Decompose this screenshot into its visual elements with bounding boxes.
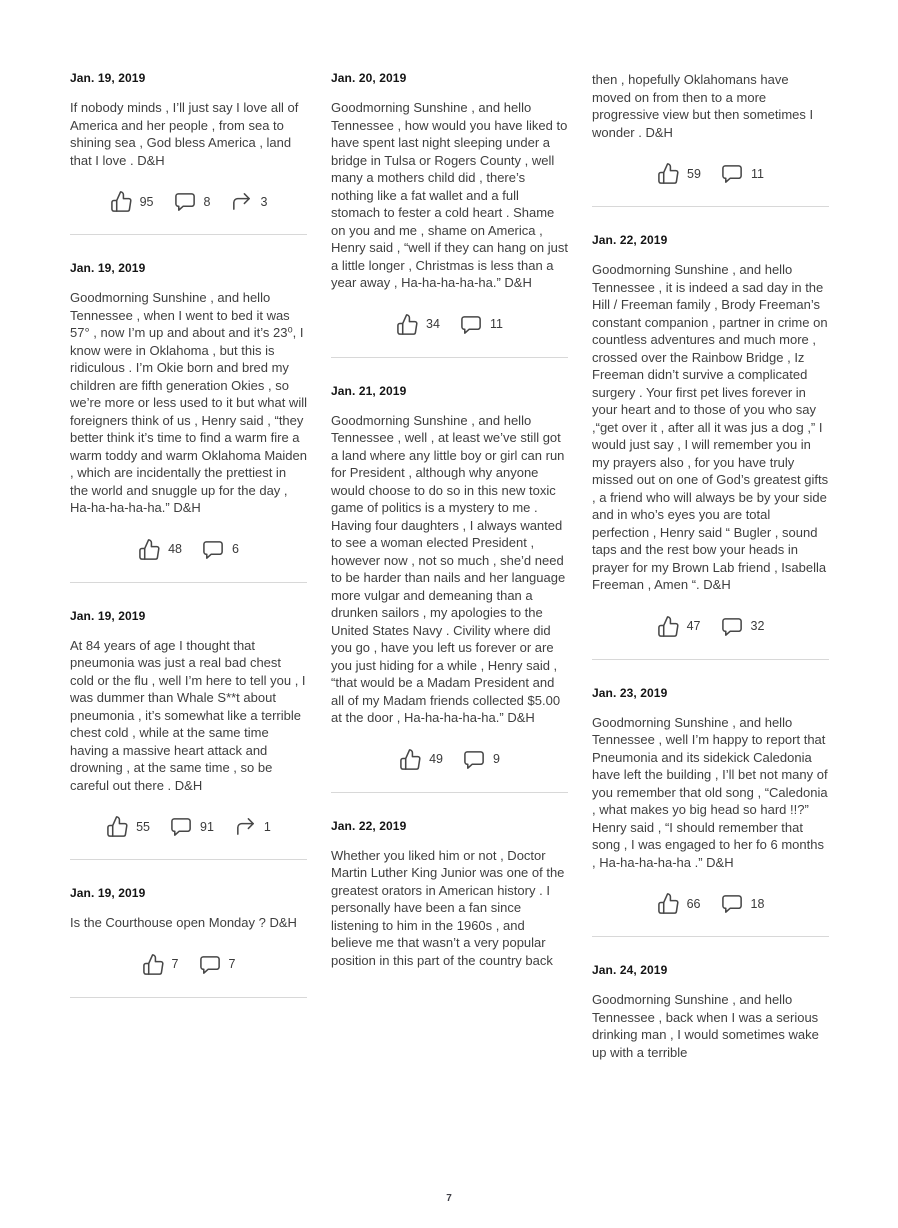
post-date: Jan. 19, 2019 (70, 608, 146, 623)
thumbs-up-stat (657, 615, 701, 638)
thumbs-up-stat (142, 953, 179, 976)
comment-stat (721, 162, 764, 185)
thumbs-up-icon (657, 615, 680, 638)
stat-count: 8 (203, 194, 211, 209)
stat-count: 48 (168, 542, 182, 556)
post (592, 686, 829, 938)
stat-count: 95 (139, 194, 154, 209)
post-engagement (592, 615, 829, 638)
share-stat (234, 815, 271, 838)
thumbs-up-icon (399, 748, 422, 771)
post-date: Jan. 24, 2019 (592, 963, 668, 977)
post-engagement (70, 538, 307, 561)
post (70, 71, 307, 235)
post-engagement (331, 748, 568, 771)
post-divider (592, 936, 829, 937)
comment-icon (174, 190, 197, 213)
comment-icon (721, 615, 744, 638)
share-icon (230, 190, 253, 213)
stat-count: 7 (228, 957, 236, 971)
thumbs-up-icon (110, 190, 133, 213)
comment-stat (721, 615, 765, 638)
post-divider (70, 234, 307, 235)
columns (70, 71, 829, 1061)
post-divider (331, 792, 568, 793)
comment-stat (460, 313, 503, 336)
stat-count: 9 (492, 752, 500, 766)
post (592, 71, 829, 207)
post-date: Jan. 20, 2019 (331, 71, 407, 85)
stat-count: 7 (171, 957, 179, 971)
thumbs-up-icon (657, 892, 680, 915)
comment-stat (174, 190, 211, 213)
post-date: Jan. 23, 2019 (592, 685, 668, 700)
comment-icon (721, 162, 744, 185)
thumbs-up-icon (106, 815, 129, 838)
comment-icon (199, 953, 222, 976)
post-divider (70, 997, 307, 998)
post-engagement (70, 953, 307, 976)
stat-count: 91 (200, 819, 214, 834)
post-body: Whether you liked him or not , Doctor Martin Luther King Junior was one of the greatest orators in American history . I personally have been a fan since listening to him in the 1960s , and believe me that wasn’t a very popular position in this part of the country back (331, 847, 565, 968)
column-1 (70, 71, 307, 1061)
post (331, 384, 568, 793)
post-date: Jan. 19, 2019 (70, 261, 146, 275)
post-divider (592, 206, 829, 207)
thumbs-up-stat (396, 313, 440, 336)
stat-count: 11 (750, 166, 764, 181)
post-date: Jan. 22, 2019 (592, 233, 668, 247)
thumbs-up-icon (142, 953, 165, 976)
stat-count: 32 (750, 619, 765, 633)
thumbs-up-stat (106, 815, 150, 838)
comment-icon (170, 815, 193, 838)
comment-stat (170, 815, 214, 838)
comment-icon (721, 892, 744, 915)
post-body: then , hopefully Oklahomans have moved on from then to a more progressive view but then sometimes I wonder . D&H (592, 72, 814, 140)
post-date: Jan. 19, 2019 (70, 71, 146, 85)
share-stat (230, 190, 267, 213)
post (331, 71, 568, 358)
post-engagement (592, 892, 829, 915)
post-divider (70, 582, 307, 583)
stat-count: 34 (426, 317, 440, 331)
post-divider (331, 357, 568, 358)
stat-count: 6 (231, 542, 239, 556)
stat-count: 55 (136, 819, 151, 834)
comment-icon (463, 748, 486, 771)
post-body: Goodmorning Sunshine , and hello Tennessee , well , at least we’ve still got a land where any little boy or girl can run for President , although why anyone would choose to do so in this new toxic game of politics is a mystery to me . Having four daughters , I always wanted to see a woman elected President , however now , not so much , she’d need to be harder than nails and her language more vulgar and demeaning than a drunken sailors , my apologies to the United States Navy . Civility where did you go , have you left us forever or are you just hiding for a while , Henry said , “that would be a Madam President and all of my Madam friends collected $5.00 at the door , Ha-ha-ha-ha-ha.” D&H (331, 412, 566, 725)
post (592, 233, 829, 660)
post-engagement (592, 162, 829, 185)
thumbs-up-stat (657, 162, 701, 185)
post (70, 886, 307, 998)
post-body: Goodmorning Sunshine , and hello Tennessee , it is indeed a sad day in the Hill / Freeman family , Brody Freeman’s constant companion , partner in crime on countless adventures and much more , crossed over the Rainbow Bridge , Iz Freeman didn’t survive a complicated surgery . Your first pet lives forever in your heart and to those of you who say ,“get over it , after all it was jus a dog ,” I would just say , I will remember you in my prayers also , for you have truly missed out on one of God’s greatest gifts , a friend who will always be by your side and in who’s eyes you are total perfection , Henry said “ Bugler , sound taps and the rest bow your heads in prayer for my Brown Lab friend , Isabella Freeman , Amen “. D&H (592, 262, 829, 592)
thumbs-up-stat (138, 538, 182, 561)
comment-stat (202, 538, 239, 561)
stat-count: 49 (429, 752, 443, 766)
post (70, 609, 307, 861)
stat-count: 3 (260, 194, 268, 209)
page-number: 7 (446, 1193, 452, 1204)
post-body: If nobody minds , I’ll just say I love all of America and her people , from sea to shining sea , God bless America , land that I love . D&H (70, 100, 299, 168)
comment-icon (460, 313, 483, 336)
thumbs-up-stat (110, 190, 154, 213)
post-body: At 84 years of age I thought that pneumonia was just a real bad chest cold or the flu , well I’m here to tell you , I was dummer than Whale S**t about pneumonia , it’s somewhat like a terrible chest cold , while at the same time having a massive heart attack and drowning , at the same time , so be careful out there . D&H (70, 637, 306, 793)
thumbs-up-stat (399, 748, 443, 771)
post-body: Is the Courthouse open Monday ? D&H (70, 915, 297, 930)
stat-count: 11 (489, 317, 503, 331)
share-icon (234, 815, 257, 838)
comment-stat (199, 953, 236, 976)
post (592, 963, 829, 1061)
column-2 (331, 71, 568, 1061)
comment-stat (721, 892, 765, 915)
post-engagement (70, 815, 307, 838)
post-engagement (331, 313, 568, 336)
post (70, 261, 307, 583)
thumbs-up-stat (657, 892, 701, 915)
stat-count: 66 (686, 896, 701, 911)
post-date: Jan. 22, 2019 (331, 818, 407, 833)
comment-icon (202, 538, 225, 561)
stat-count: 18 (750, 896, 765, 911)
comment-stat (463, 748, 500, 771)
post-engagement (70, 190, 307, 213)
post-body: Goodmorning Sunshine , and hello Tennessee , when I went to bed it was 57° , now I’m up and about and it’s 23⁰, I know were in Oklahoma , but this is ridiculous . I’m Okie born and bred my children are fifth generation Okies , so we’re more or less used to it but what will foreigners think of us , Henry said , “they better think it’s time to find a warm fire a warm toddy and warm Oklahoma Maiden , which are incidentally the prettiest in the world and snuggle up for the day , Ha-ha-ha-ha-ha.” D&H (70, 290, 307, 515)
stat-count: 47 (686, 619, 701, 633)
post-divider (70, 859, 307, 860)
post-body: Goodmorning Sunshine , and hello Tennessee , back when I was a serious drinking man , I would sometimes wake up with a terrible (592, 992, 819, 1060)
column-3 (592, 71, 829, 1061)
thumbs-up-icon (138, 538, 161, 561)
post-body: Goodmorning Sunshine , and hello Tennessee , well I’m happy to report that Pneumonia and its sidekick Caledonia have left the building , I’ll bet not many of you remember that old song , “Caledonia , what makes yo big head so hard !!?” Henry said , “I should remember that song , I was engaged to her fo 6 months , Ha-ha-ha-ha-ha .” D&H (592, 714, 828, 870)
stat-count: 1 (263, 819, 271, 834)
thumbs-up-icon (396, 313, 419, 336)
post-date: Jan. 19, 2019 (70, 886, 146, 900)
post-divider (592, 659, 829, 660)
post-date: Jan. 21, 2019 (331, 383, 407, 398)
stat-count: 59 (687, 166, 701, 181)
post-body: Goodmorning Sunshine , and hello Tennessee , how would you have liked to have spent last night sleeping under a bridge in Tulsa or Rogers County , well many a mothers child did , there’s nothing like a fat wallet and a full stomach to fester a cold heart . Shame on you and me , shame on America , Henry said , “well if they can hang on just a little longer , Christmas is less than a year away , Ha-ha-ha-ha-ha.” D&H (331, 100, 569, 290)
thumbs-up-icon (657, 162, 680, 185)
post (331, 819, 568, 970)
